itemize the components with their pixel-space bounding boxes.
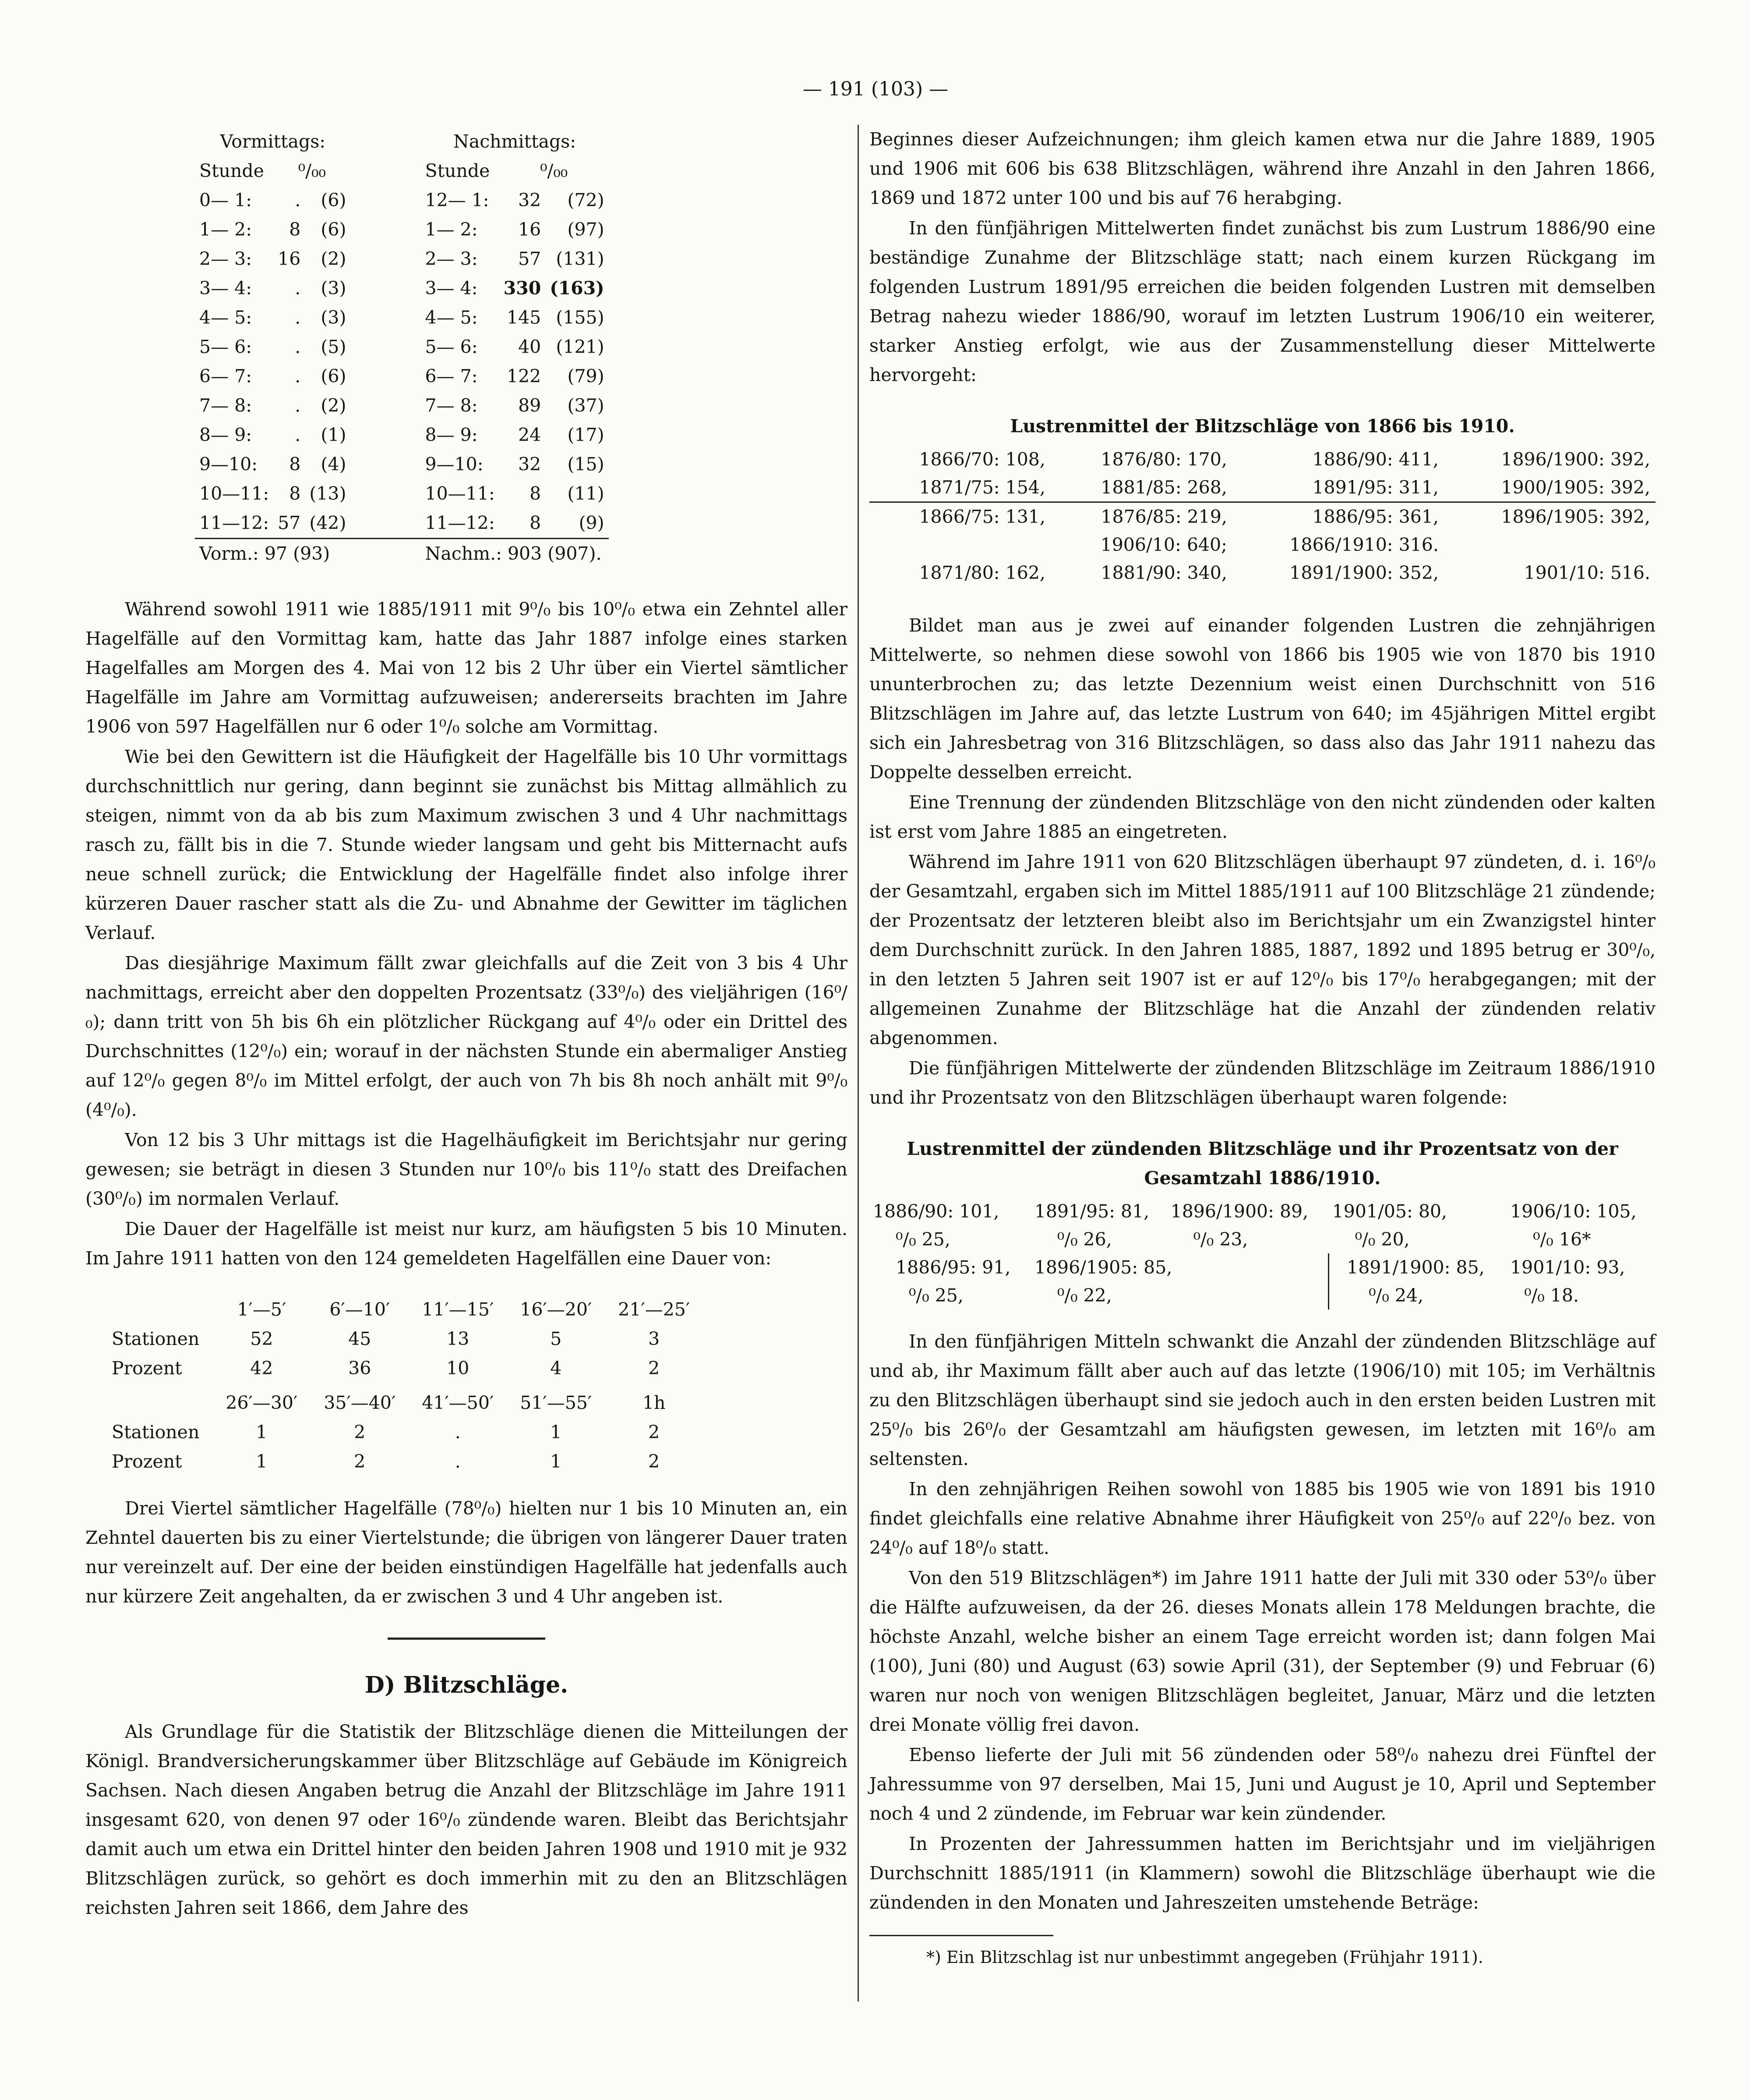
table-cell: (15) (567, 454, 604, 475)
table-cell: 2 (648, 1358, 660, 1379)
table-cell: . (455, 1451, 461, 1472)
table-cell: 1871/75: 154, (919, 477, 1045, 498)
table-cell: ⁰/₀ 25, (896, 1229, 950, 1250)
table-cell: (72) (567, 190, 604, 211)
hourly-hail-table (195, 127, 609, 568)
table-cell: 1 (256, 1451, 268, 1472)
table-cell: 7— 8: (199, 395, 252, 416)
table-row (195, 332, 609, 362)
paragraph: In den fünfjährigen Mittelwerten findet zunächst bis zum Lustrum 1886/90 eine beständige Zunahme der Blitzschläge statt; nach einem kurzen Rückgang im folgenden Lustrum 1891/95 erreichen die beiden folgenden Lustren mit demselben Betrag nahezu wieder 1886/90, worauf im letzten Lustrum 1906/10 ein weiterer, starker Anstieg erfolgt, wie aus der Zusammenstellung dieser Mittelwerte hervorgeht: (869, 218, 1656, 385)
table-cell: (163) (550, 278, 604, 299)
table-cell: 10—11: (425, 483, 495, 504)
table-cell: 16 (278, 248, 301, 269)
table-head-hour: Stunde (425, 160, 490, 181)
table-cell: ⁰/₀ 18. (1524, 1285, 1579, 1306)
table-cell: 330 (503, 278, 541, 299)
table-cell: (121) (556, 336, 604, 357)
table-cell: 1 (256, 1422, 268, 1443)
table-cell: (97) (567, 219, 604, 240)
table-cell: ⁰/₀ 22, (1031, 1281, 1329, 1309)
table-cell: 52 (250, 1328, 273, 1349)
table-cell: 1— 2: (199, 219, 252, 240)
table-cell: 122 (506, 366, 541, 387)
duration-header: 16′—20′ (520, 1299, 592, 1320)
table-cell: 6— 7: (199, 366, 252, 387)
table-cell: 4— 5: (199, 307, 252, 328)
paragraph: Die Dauer der Hagelfälle ist meist nur kurz, am häufigsten 5 bis 10 Minuten. Im Jahre 1911 hatten von den 124 gemeldeten Hagelfällen eine Dauer von: (85, 1218, 847, 1269)
table-row (195, 479, 609, 508)
table-cell: 2 (648, 1422, 660, 1443)
table-cell: (6) (321, 219, 346, 240)
table-cell: ⁰/₀ 26, (1057, 1229, 1112, 1250)
table-row (195, 508, 609, 539)
table-head-morning: Vormittags: (220, 131, 326, 152)
paragraph: Wie bei den Gewittern ist die Häufigkeit der Hagelfälle bis 10 Uhr vormittags durchschnittlich nur gering, dann beginnt sie zunächst bis Mittag allmählich zu steigen, nimmt von da ab bis zum Maximum zwischen 3 und 4 Uhr nachmittags rasch zu, fällt bis in die 7. Stunde wieder langsam und geht bis Mitternacht aufs neue schnell zurück; die Entwicklung der Hagelfälle findet also infolge ihrer kürzeren Dauer rascher statt als die Zu- und Abnahme der Gewitter im täglichen Verlauf. (85, 746, 847, 943)
paragraph: In Prozenten der Jahressummen hatten im Berichtsjahr und im vieljährigen Durchschnitt 1885/1911 (in Klammern) sowohl die Blitzschläge überhaupt wie die zündenden in den Monaten und Jahreszeiten umstehende Beträge: (869, 1833, 1656, 1913)
table-cell: 1896/1905: 85, (1031, 1253, 1329, 1281)
table-cell: . (295, 307, 301, 328)
paragraph: Von den 519 Blitzschlägen*) im Jahre 1911 hatte der Juli mit 330 oder 53⁰/₀ über die Hälfte aufzuweisen, da der 26. dieses Monats allein 178 Meldungen brachte, die höchste Anzahl, welche bisher an einem Tage erreicht worden ist; dann folgen Mai (100), Juni (80) und August (63) sowie April (31), der September (9) und Februar (6) waren nur noch von wenigen Blitzschlägen begleitet, Januar, März und die letzten drei Monate völlig frei davon. (869, 1567, 1656, 1735)
table-row (195, 303, 609, 332)
table-cell: 6— 7: (425, 366, 478, 387)
table-cell: (37) (567, 395, 604, 416)
row-label: Prozent (112, 1358, 182, 1379)
table-cell: (9) (579, 512, 604, 533)
section-separator (388, 1638, 545, 1640)
table-cell: 40 (518, 336, 541, 357)
table-cell: 1876/80: 170, (1101, 449, 1227, 470)
table-cell: 57 (278, 512, 301, 533)
table-head-unit: ⁰/₀₀ (298, 160, 326, 181)
page-number: — 191 (103) — (802, 78, 949, 100)
table-cell: . (295, 366, 301, 387)
table-cell: 5— 6: (199, 336, 252, 357)
table-cell: 1866/75: 131, (869, 502, 1051, 531)
zuend-table (869, 1197, 1656, 1309)
table-cell: ⁰/₀ 20, (1355, 1229, 1410, 1250)
duration-header: 11′—15′ (422, 1299, 494, 1320)
table-cell: 11—12: (199, 512, 269, 533)
table-cell: 2 (354, 1422, 366, 1443)
table-cell: 1906/10: 105, (1510, 1201, 1637, 1222)
table-cell: 1871/80: 162, (919, 562, 1045, 583)
paragraph: Als Grundlage für die Statistik der Blitzschläge dienen die Mitteilungen der Königl. Brandversicherungskammer über Blitzschläge auf Gebäude im Königreich Sachsen. Nach diesen Angaben betrug die Anzahl der Blitzschläge im Jahre 1911 insgesamt 620, von denen 97 oder 16⁰/₀ zündende waren. Bleibt das Berichtsjahr damit auch um etwa ein Drittel hinter den beiden Jahren 1908 und 1910 mit je 932 Blitzschlägen zurück, so gehört es doch immerhin mit zu den an Blitzschlägen reichsten Jahren seit 1866, dem Jahre des (85, 1721, 847, 1918)
table-cell: 1876/85: 219, (1051, 502, 1232, 531)
table-cell: ⁰/₀ 16* (1533, 1229, 1591, 1250)
table-cell: (155) (556, 307, 604, 328)
paragraph: Drei Viertel sämtlicher Hagelfälle (78⁰/₀) hielten nur 1 bis 10 Minuten an, ein Zehntel dauerten bis zu einer Viertelstunde; die übrigen von längerer Dauer traten nur vereinzelt auf. Der eine der beiden einstündigen Hagelfälle hat jedenfalls auch nur kürzere Zeit angehalten, da er zwischen 3 und 4 Uhr angeben ist. (85, 1498, 847, 1607)
paragraph: Das diesjährige Maximum fällt zwar gleichfalls auf die Zeit von 3 bis 4 Uhr nachmittags, erreicht aber den doppelten Prozentsatz (33⁰/₀) des vieljährigen (16⁰/₀); dann tritt von 5h bis 6h ein plötzlicher Rückgang auf 4⁰/₀ oder ein Drittel des Durchschnittes (12⁰/₀) ein; worauf in der nächsten Stunde ein abermaliger Anstieg auf 12⁰/₀ gegen 8⁰/₀ im Mittel erfolgt, der auch von 7h bis 8h noch anhält mit 9⁰/₀ (4⁰/₀). (85, 953, 847, 1120)
table-cell: 89 (518, 395, 541, 416)
table-row (195, 450, 609, 479)
table-cell: 16 (518, 219, 541, 240)
table-cell: 1891/95: 81, (1034, 1201, 1150, 1222)
table-cell (869, 531, 1051, 559)
table-cell: (11) (567, 483, 604, 504)
duration-header: 51′—55′ (520, 1392, 592, 1413)
table-cell: 1901/10: 516. (1524, 562, 1650, 583)
table-cell: 1906/10: 640; (1100, 534, 1227, 555)
lustren-table-title: Lustrenmittel der Blitzschläge von 1866 bis 1910. (1010, 416, 1515, 437)
table-cell: 1900/1905: 392, (1501, 477, 1650, 498)
row-label: Stationen (112, 1422, 200, 1443)
table-cell: (79) (567, 366, 604, 387)
table-cell: (2) (321, 395, 346, 416)
paragraph: Während sowohl 1911 wie 1885/1911 mit 9⁰/₀ bis 10⁰/₀ etwa ein Zehntel aller Hagelfälle auf den Vormittag kam, hatte das Jahr 1887 infolge eines starken Hagelfalles am Morgen des 4. Mai von 12 bis 2 Uhr über ein Viertel sämtlicher Hagelfälle im Jahre am Vormittag aufzuweisen; andererseits brachten im Jahre 1906 von 597 Hagelfällen nur 6 oder 1⁰/₀ solche am Vormittag. (85, 599, 847, 737)
paragraph: Eine Trennung der zündenden Blitzschläge von den nicht zündenden oder kalten ist erst vom Jahre 1885 an eingetreten. (869, 792, 1656, 842)
paragraph: Die fünfjährigen Mittelwerte der zündenden Blitzschläge im Zeitraum 1886/1910 und ihr Prozentsatz von den Blitzschlägen überhaupt waren folgende: (869, 1058, 1656, 1108)
table-cell: 10—11: (199, 483, 269, 504)
paragraph: Beginnes dieser Aufzeichnungen; ihm gleich kamen etwa nur die Jahre 1889, 1905 und 1906 mit 606 bis 638 Blitzschlägen, während ihre Anzahl in den Jahren 1866, 1869 und 1872 unter 100 und bis auf 76 herabging. (869, 129, 1656, 208)
table-cell: 1881/85: 268, (1101, 477, 1227, 498)
table-cell: (6) (321, 190, 346, 211)
table-cell: (1) (321, 424, 346, 445)
table-cell: 5— 6: (425, 336, 478, 357)
table-cell: 1891/1900: 85, (1347, 1257, 1485, 1278)
table-cell: 2— 3: (425, 248, 478, 269)
table-cell: (2) (321, 248, 346, 269)
table-cell: . (295, 336, 301, 357)
table-cell: 13 (446, 1328, 470, 1349)
right-column (869, 125, 1656, 1972)
table-cell: 5 (550, 1328, 562, 1349)
table-cell: 12— 1: (425, 190, 489, 211)
table-cell: (17) (567, 424, 604, 445)
table-row (195, 186, 609, 215)
table-sum-morning: Vorm.: 97 (93) (195, 539, 351, 569)
table-cell: 2 (648, 1451, 660, 1472)
table-cell: ⁰/₀ 25, (909, 1285, 964, 1306)
table-cell: 1896/1905: 392, (1444, 502, 1656, 531)
paragraph: Während im Jahre 1911 von 620 Blitzschlägen überhaupt 97 zündeten, d. i. 16⁰/₀ der Gesamtzahl, ergaben sich im Mittel 1885/1911 auf 100 Blitzschläge 21 zündende; der Prozentsatz der letzteren bleibt also im Berichtsjahr um ein Zwanzigstel hinter dem Durchschnitt zurück. In den Jahren 1885, 1887, 1892 und 1895 betrug er 30⁰/₀, in den letzten 5 Jahren seit 1907 ist er auf 12⁰/₀ bis 17⁰/₀ herabgegangen; mit der allgemeinen Zunahme der Blitzschläge hat die Anzahl der zündenden relativ abgenommen. (869, 851, 1656, 1048)
table-cell: 36 (348, 1358, 371, 1379)
table-cell: 1896/1900: 89, (1170, 1201, 1309, 1222)
table-cell (1444, 531, 1656, 559)
table-cell: 2 (354, 1451, 366, 1472)
row-label: Stationen (112, 1328, 200, 1349)
table-cell: (4) (321, 454, 346, 475)
table-cell: 8— 9: (425, 424, 478, 445)
table-cell: 1886/90: 101, (873, 1201, 999, 1222)
duration-header: 6′—10′ (329, 1299, 390, 1320)
table-cell: 1896/1900: 392, (1501, 449, 1650, 470)
table-sum-afternoon: Nachm.: 903 (907). (421, 539, 609, 569)
table-cell: 45 (348, 1328, 371, 1349)
table-cell: . (295, 190, 301, 211)
left-column (85, 127, 847, 1923)
table-cell: 3 (648, 1328, 660, 1349)
table-row (195, 215, 609, 244)
table-cell: 1866/70: 108, (919, 449, 1045, 470)
table-cell: 9—10: (199, 454, 258, 475)
duration-header: 1′—5′ (237, 1299, 286, 1320)
table-cell: (3) (321, 307, 346, 328)
table-cell: 1866/1910: 316. (1289, 534, 1439, 555)
paragraph: In den zehnjährigen Reihen sowohl von 1885 bis 1905 wie von 1891 bis 1910 findet gleichfalls eine relative Abnahme ihrer Häufigkeit von 25⁰/₀ auf 22⁰/₀ bez. von 24⁰/₀ auf 18⁰/₀ statt. (869, 1479, 1656, 1558)
table-cell: (42) (309, 512, 346, 533)
table-head-unit: ⁰/₀₀ (540, 160, 568, 181)
column-divider (858, 125, 859, 2001)
table-cell: 1891/1900: 352, (1289, 562, 1439, 583)
table-cell: 7— 8: (425, 395, 478, 416)
table-cell: 4 (550, 1358, 562, 1379)
duration-header: 26′—30′ (226, 1392, 298, 1413)
table-cell: 8 (289, 454, 301, 475)
table-cell: 42 (250, 1358, 273, 1379)
table-cell: 3— 4: (199, 278, 252, 299)
table-cell: (3) (321, 278, 346, 299)
table-cell: (5) (321, 336, 346, 357)
table-cell: 1901/05: 80, (1332, 1201, 1447, 1222)
table-cell: 0— 1: (199, 190, 252, 211)
footnote-rule (869, 1935, 1053, 1936)
table-cell: 8 (289, 483, 301, 504)
table-cell: 32 (518, 454, 541, 475)
paragraph: In den fünfjährigen Mitteln schwankt die Anzahl der zündenden Blitzschläge auf und ab, ihr Maximum fällt aber auch auf das letzte (1906/10) mit 105; im Verhältnis zu den Blitzschlägen überhaupt sind sie jedoch auch in den ersten beiden Lustren mit 25⁰/₀ bis 26⁰/₀ der Gesamtzahl am häufigsten gewesen, im letzten mit 16⁰/₀ am seltensten. (869, 1331, 1656, 1469)
table-cell: 1 (550, 1451, 562, 1472)
table-cell: 24 (518, 424, 541, 445)
table-cell: 1881/90: 340, (1101, 562, 1227, 583)
table-cell: 11—12: (425, 512, 495, 533)
table-cell: 1901/10: 93, (1510, 1257, 1625, 1278)
table-cell: 145 (506, 307, 541, 328)
table-row (195, 274, 609, 303)
paragraph: Bildet man aus je zwei auf einander folgenden Lustren die zehnjährigen Mittelwerte, so nehmen diese sowohl von 1866 bis 1905 wie von 1870 bis 1910 ununterbrochen zu; das letzte Dezennium weist einen Durchschnitt von 516 Blitzschlägen im Jahre auf, das letzte Lustrum von 640; im 45jährigen Mittel ergibt sich ein Jahresbetrag von 316 Blitzschlägen, so dass also das Jahr 1911 nahezu das Doppelte desselben erreicht. (869, 615, 1656, 783)
table-cell: 9—10: (425, 454, 484, 475)
duration-header: 35′—40′ (324, 1392, 396, 1413)
table-cell: 8 (530, 512, 541, 533)
table-cell: 1886/95: 91, (896, 1257, 1011, 1278)
table-cell: 1886/95: 361, (1232, 502, 1444, 531)
table-head-afternoon: Nachmittags: (453, 131, 576, 152)
table-cell: . (295, 424, 301, 445)
hail-duration-table (112, 1295, 703, 1476)
duration-header: 1h (642, 1392, 666, 1413)
table-row (195, 362, 609, 391)
section-title: D) Blitzschläge. (364, 1672, 568, 1698)
table-cell: 10 (446, 1358, 470, 1379)
table-cell: . (295, 278, 301, 299)
duration-header: 41′—50′ (422, 1392, 494, 1413)
table-cell: 57 (518, 248, 541, 269)
table-cell: 1— 2: (425, 219, 478, 240)
table-cell: 1891/95: 311, (1312, 477, 1439, 498)
table-cell: 8 (289, 219, 301, 240)
table-head-hour: Stunde (199, 160, 264, 181)
table-cell: 8— 9: (199, 424, 252, 445)
table-cell: ⁰/₀ 24, (1369, 1285, 1424, 1306)
table-cell: . (455, 1422, 461, 1443)
table-cell: 2— 3: (199, 248, 252, 269)
table-cell: (131) (556, 248, 604, 269)
paragraph: Von 12 bis 3 Uhr mittags ist die Hagelhäufigkeit im Berichtsjahr nur gering gewesen; sie beträgt in diesen 3 Stunden nur 10⁰/₀ bis 11⁰/₀ statt des Dreifachen (30⁰/₀) im normalen Verlauf. (85, 1129, 847, 1209)
table-cell: 1886/90: 411, (1312, 449, 1439, 470)
table-cell: 4— 5: (425, 307, 478, 328)
table-cell: ⁰/₀ 23, (1193, 1229, 1248, 1250)
zuend-table-title: Lustrenmittel der zündenden Blitzschläge und ihr Prozentsatz von der Gesamtzahl 1886/1910. (907, 1138, 1618, 1189)
duration-header: 21′—25′ (618, 1299, 690, 1320)
table-cell: (13) (309, 483, 346, 504)
table-row (195, 244, 609, 274)
row-label: Prozent (112, 1451, 182, 1472)
lustren-table (869, 445, 1656, 587)
table-cell: (6) (321, 366, 346, 387)
table-row (195, 420, 609, 450)
footnote: *) Ein Blitzschlag ist nur unbestimmt angegeben (Frühjahr 1911). (926, 1948, 1483, 1967)
table-cell: 1 (550, 1422, 562, 1443)
paragraph: Ebenso lieferte der Juli mit 56 zündenden oder 58⁰/₀ nahezu drei Fünftel der Jahressumme von 97 derselben, Mai 15, Juni und August je 10, April und September noch 4 und 2 zündende, im Februar war kein zündender. (869, 1744, 1656, 1824)
table-row (195, 391, 609, 420)
table-cell: 32 (518, 190, 541, 211)
table-cell: . (295, 395, 301, 416)
table-cell: 8 (530, 483, 541, 504)
table-cell: 3— 4: (425, 278, 478, 299)
